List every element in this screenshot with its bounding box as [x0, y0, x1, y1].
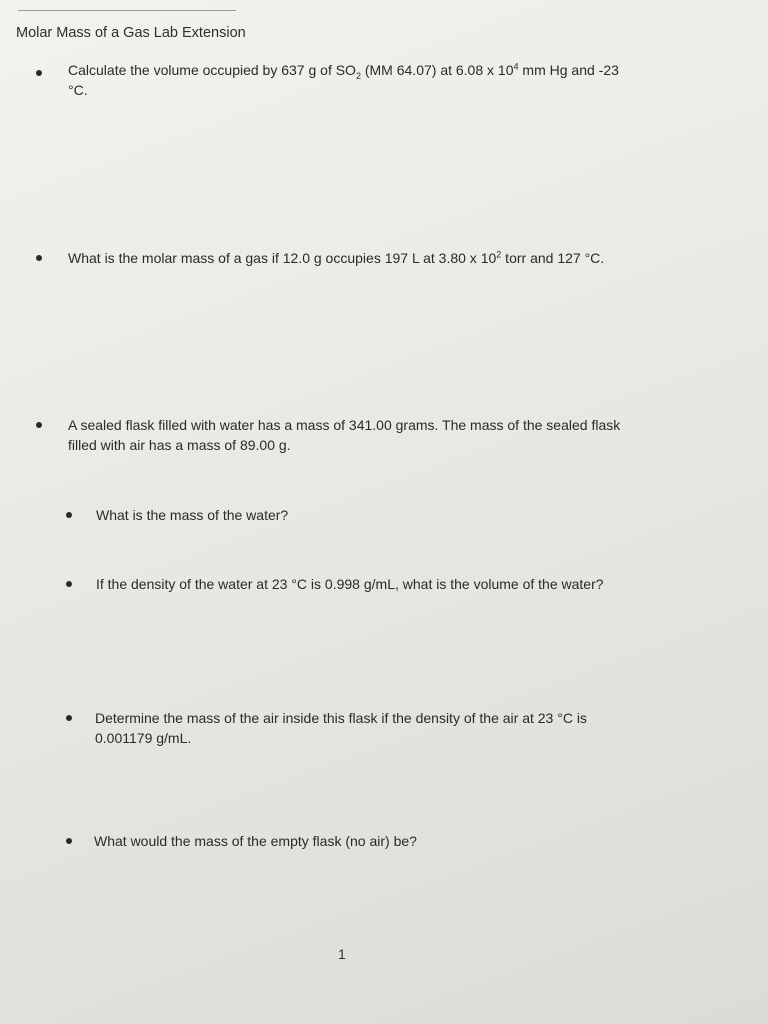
question-2: [36, 248, 716, 268]
question-2-text: What is the molar mass of a gas if 12.0 g occupies 197 L at 3.80 x $10^2$ torr and 127 °C.: [68, 249, 605, 266]
bullet-icon: [66, 581, 72, 587]
sub-question-4: [66, 831, 706, 851]
sub-question-1: [66, 505, 706, 525]
bullet-icon: [36, 255, 42, 261]
sub-question-3: [66, 708, 726, 748]
page-title: Molar Mass of a Gas Lab Extension: [16, 25, 246, 41]
question-3: [36, 415, 726, 455]
sub-question-1-text: What is the mass of the water?: [96, 507, 289, 523]
question-3-line-2: filled with air has a mass of 89.00 g.: [68, 437, 291, 453]
sub-question-2-text: If the density of the water at 23 °C is 0.998 g/mL, what is the volume of the water?: [96, 576, 604, 592]
top-divider: [18, 10, 236, 11]
sub-question-2: [66, 574, 726, 594]
page-number: 1: [338, 946, 346, 962]
question-1-line-1: Calculate the volume occupied by 637 g of $SO_2$ (MM 64.07) at 6.08 x $10^4$ mm Hg and -23: [68, 61, 619, 81]
bullet-icon: [66, 715, 72, 721]
question-1-line-2: °C.: [68, 82, 88, 98]
bullet-icon: [36, 70, 42, 76]
bullet-icon: [66, 838, 72, 844]
bullet-icon: [36, 422, 42, 428]
question-3-line-1: A sealed flask filled with water has a mass of 341.00 grams. The mass of the sealed flask: [68, 417, 621, 433]
sub-question-3-line-1: Determine the mass of the air inside this flask if the density of the air at 23 °C is: [95, 710, 587, 726]
sub-question-4-text: What would the mass of the empty flask (no air) be?: [94, 833, 417, 849]
question-1: [36, 60, 716, 100]
sub-question-3-line-2: 0.001179 g/mL.: [95, 730, 192, 746]
bullet-icon: [66, 512, 72, 518]
